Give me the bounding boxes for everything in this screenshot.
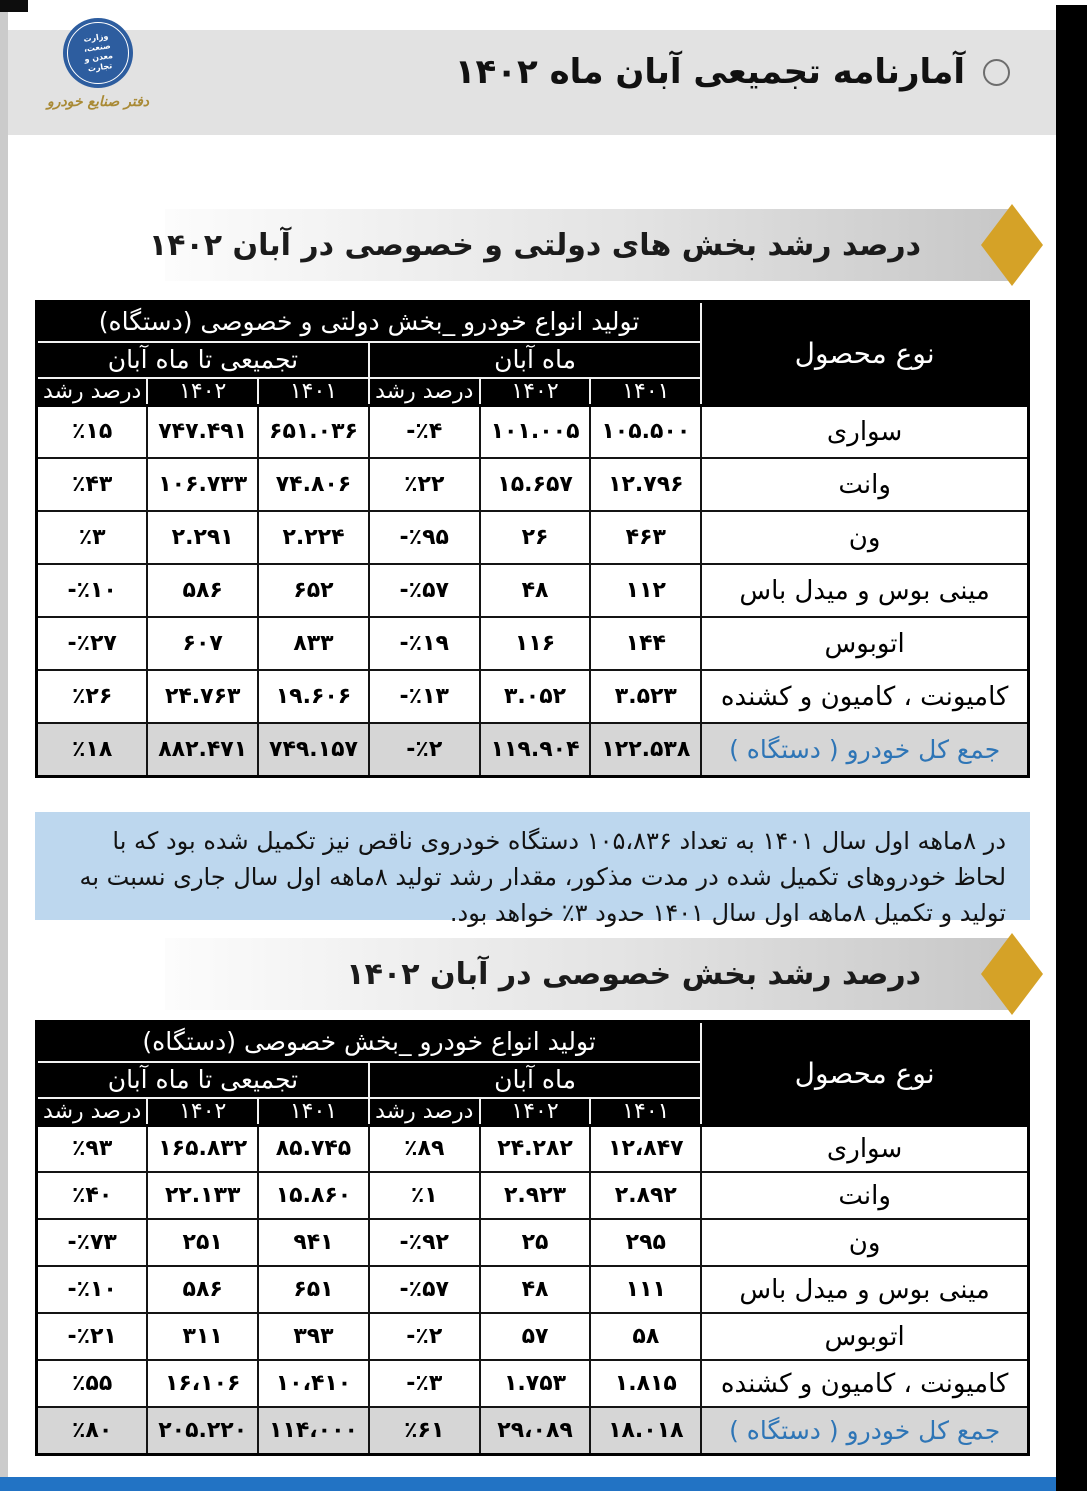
cell-cum-1402: ۱۶۵.۸۳۲ xyxy=(147,1125,258,1172)
table-total-row xyxy=(37,723,1029,776)
cell-cum-1401: ۷۴.۸۰۶ xyxy=(258,458,369,511)
cell-aban-1401: ۱۴۴ xyxy=(590,617,701,670)
cell-cum-1402: ۳۱۱ xyxy=(147,1313,258,1360)
ministry-logo-seal-icon xyxy=(63,18,133,88)
cell-cum-growth: -٪۱۰ xyxy=(37,1266,148,1313)
cell-cum-growth: ٪۳ xyxy=(37,511,148,564)
cell-aban-1401: ۳.۵۲۳ xyxy=(590,670,701,723)
cell-aban-growth: -٪۲ xyxy=(369,1313,480,1360)
table-total-row xyxy=(37,1407,1029,1454)
product-name-cell: اتوبوس xyxy=(701,1313,1028,1360)
cell-aban-1401: ۱۲،۸۴۷ xyxy=(590,1125,701,1172)
cell-aban-1402: ۱۰۱.۰۰۵ xyxy=(480,405,591,458)
cell-aban-1402: ۲۴.۲۸۲ xyxy=(480,1125,591,1172)
column-header-growth: درصد رشد xyxy=(369,1098,480,1126)
cell-aban-1402: ۴۸ xyxy=(480,564,591,617)
cell-cum-1401: ۶۵۲ xyxy=(258,564,369,617)
table-title: تولید انواع خودرو _بخش دولتی و خصوصی (دستگاه) xyxy=(37,302,702,342)
cell-cum-growth: ٪۱۵ xyxy=(37,405,148,458)
column-header-product: نوع محصول xyxy=(701,1022,1028,1126)
cell-cum-1401: ۲.۲۲۴ xyxy=(258,511,369,564)
column-header-1401: ۱۴۰۱ xyxy=(258,1098,369,1126)
group-header-cumulative: تجمیعی تا ماه آبان xyxy=(37,1062,369,1098)
cell-aban-growth: ٪۲۲ xyxy=(369,458,480,511)
cell-aban-1401: ۲.۸۹۲ xyxy=(590,1172,701,1219)
cell-aban-growth: -٪۹۲ xyxy=(369,1219,480,1266)
column-header-1402: ۱۴۰۲ xyxy=(147,378,258,406)
product-name-cell: ون xyxy=(701,511,1028,564)
table-row xyxy=(37,511,1029,564)
production-table-public-private xyxy=(35,300,1030,778)
cell-aban-1401: ۱۲.۷۹۶ xyxy=(590,458,701,511)
product-name-cell: وانت xyxy=(701,458,1028,511)
title-row xyxy=(455,52,1010,92)
cell-aban-1401: ۴۶۳ xyxy=(590,511,701,564)
cell-cum-1401: ۱۵.۸۶۰ xyxy=(258,1172,369,1219)
column-header-growth: درصد رشد xyxy=(37,378,148,406)
cell-cum-1402: ۱۶،۱۰۶ xyxy=(147,1360,258,1407)
cell-aban-growth: ٪۶۱ xyxy=(369,1407,480,1454)
cell-aban-growth: ٪۱ xyxy=(369,1172,480,1219)
table-row xyxy=(37,564,1029,617)
cell-cum-growth: ٪۵۵ xyxy=(37,1360,148,1407)
cell-cum-1401: ۷۴۹.۱۵۷ xyxy=(258,723,369,776)
column-header-1402: ۱۴۰۲ xyxy=(147,1098,258,1126)
cell-aban-growth: ٪۸۹ xyxy=(369,1125,480,1172)
cell-aban-1401: ۲۹۵ xyxy=(590,1219,701,1266)
cell-aban-1402: ۱۵.۶۵۷ xyxy=(480,458,591,511)
page-edge-left xyxy=(0,10,8,1491)
cell-aban-1402: ۱.۷۵۳ xyxy=(480,1360,591,1407)
cell-cum-growth: ٪۸۰ xyxy=(37,1407,148,1454)
cell-aban-growth: -٪۳ xyxy=(369,1360,480,1407)
table-row xyxy=(37,1125,1029,1172)
column-header-1401: ۱۴۰۱ xyxy=(590,378,701,406)
cell-aban-growth: -٪۲ xyxy=(369,723,480,776)
page-edge-right xyxy=(1056,5,1087,1491)
cell-aban-1401: ۱۰۵.۵۰۰ xyxy=(590,405,701,458)
product-name-cell: کامیونت ، کامیون و کشنده xyxy=(701,670,1028,723)
note-text: در ۸ماهه اول سال ۱۴۰۱ به تعداد ۱۰۵،۸۳۶ دستگاه خودروی ناقص نیز تکمیل شده بود که با لحاظ خودروهای تکمیل شده در مدت مذکور، مقدار رشد تولید ۸ماهه اول سال جاری نسبت به تولید و تکمیل ۸ماهه اول سال ۱۴۰۱ حدود ۳٪ خواهد بود. xyxy=(79,827,1006,927)
cell-aban-growth: -٪۵۷ xyxy=(369,1266,480,1313)
product-name-cell: وانت xyxy=(701,1172,1028,1219)
cell-cum-1402: ۲۲.۱۳۳ xyxy=(147,1172,258,1219)
table-row xyxy=(37,1266,1029,1313)
cell-aban-1401: ۱۱۱ xyxy=(590,1266,701,1313)
cell-cum-1401: ۱۰،۴۱۰ xyxy=(258,1360,369,1407)
cell-aban-growth: -٪۴ xyxy=(369,405,480,458)
cell-aban-1402: ۲۵ xyxy=(480,1219,591,1266)
cell-cum-1402: ۱۰۶.۷۳۳ xyxy=(147,458,258,511)
cell-aban-1402: ۲۶ xyxy=(480,511,591,564)
logo-caption: دفتر صنایع خودرو xyxy=(47,94,149,110)
cell-cum-growth: ٪۲۶ xyxy=(37,670,148,723)
cell-aban-growth: -٪۵۷ xyxy=(369,564,480,617)
circle-bullet-icon xyxy=(983,59,1010,86)
cell-cum-1401: ۱۱۴،۰۰۰ xyxy=(258,1407,369,1454)
column-header-growth: درصد رشد xyxy=(37,1098,148,1126)
cell-cum-growth: -٪۱۰ xyxy=(37,564,148,617)
cell-cum-1402: ۲.۲۹۱ xyxy=(147,511,258,564)
cell-aban-growth: -٪۱۹ xyxy=(369,617,480,670)
cell-cum-1402: ۲۴.۷۶۳ xyxy=(147,670,258,723)
cell-cum-1402: ۵۸۶ xyxy=(147,564,258,617)
cell-cum-growth: ٪۹۳ xyxy=(37,1125,148,1172)
cell-cum-1401: ۳۹۳ xyxy=(258,1313,369,1360)
cell-cum-growth: -٪۲۱ xyxy=(37,1313,148,1360)
cell-aban-1402: ۲۹،۰۸۹ xyxy=(480,1407,591,1454)
cell-cum-1401: ۸۵.۷۴۵ xyxy=(258,1125,369,1172)
cell-aban-1402: ۱۱۶ xyxy=(480,617,591,670)
cell-cum-1402: ۲۵۱ xyxy=(147,1219,258,1266)
column-header-1402: ۱۴۰۲ xyxy=(480,378,591,406)
column-header-1401: ۱۴۰۱ xyxy=(258,378,369,406)
table-row xyxy=(37,617,1029,670)
table-row xyxy=(37,405,1029,458)
cell-aban-1402: ۲.۹۲۳ xyxy=(480,1172,591,1219)
cell-cum-1402: ۶۰۷ xyxy=(147,617,258,670)
table-row xyxy=(37,1313,1029,1360)
table-title: تولید انواع خودرو _بخش خصوصی (دستگاه) xyxy=(37,1022,702,1062)
table-row xyxy=(37,458,1029,511)
bottom-accent-bar xyxy=(0,1477,1087,1491)
cell-aban-growth: -٪۹۵ xyxy=(369,511,480,564)
table-row xyxy=(37,1172,1029,1219)
cell-cum-growth: ٪۴۳ xyxy=(37,458,148,511)
product-name-cell: سواری xyxy=(701,405,1028,458)
product-name-cell: سواری xyxy=(701,1125,1028,1172)
page-edge-notch xyxy=(0,0,28,12)
table-row xyxy=(37,670,1029,723)
cell-aban-1402: ۴۸ xyxy=(480,1266,591,1313)
cell-cum-1401: ۶۵۱ xyxy=(258,1266,369,1313)
product-name-cell: اتوبوس xyxy=(701,617,1028,670)
page-title: آمارنامه تجمیعی آبان ماه ۱۴۰۲ xyxy=(454,52,965,92)
cell-aban-growth: -٪۱۳ xyxy=(369,670,480,723)
group-header-month: ماه آبان xyxy=(369,342,701,378)
group-header-month: ماه آبان xyxy=(369,1062,701,1098)
cell-cum-1402: ۸۸۲.۴۷۱ xyxy=(147,723,258,776)
total-label-cell: جمع کل خودرو ( دستگاه ) xyxy=(701,723,1028,776)
cell-cum-1402: ۷۴۷.۴۹۱ xyxy=(147,405,258,458)
section-1-title: درصد رشد بخش های دولتی و خصوصی در آبان ۱۴۰۲ xyxy=(148,227,921,263)
product-name-cell: مینی بوس و میدل باس xyxy=(701,564,1028,617)
column-header-1402: ۱۴۰۲ xyxy=(480,1098,591,1126)
cell-aban-1401: ۱۱۲ xyxy=(590,564,701,617)
table-row xyxy=(37,1360,1029,1407)
cell-cum-1401: ۸۳۳ xyxy=(258,617,369,670)
cell-aban-1402: ۵۷ xyxy=(480,1313,591,1360)
note-box xyxy=(35,812,1030,927)
cell-aban-1402: ۳.۰۵۲ xyxy=(480,670,591,723)
section-2-title: درصد رشد بخش خصوصی در آبان ۱۴۰۲ xyxy=(346,956,921,992)
cell-aban-1401: ۱۸.۰۱۸ xyxy=(590,1407,701,1454)
cell-cum-growth: -٪۲۷ xyxy=(37,617,148,670)
section-2-title-band xyxy=(165,938,1013,1010)
cell-cum-growth: -٪۷۳ xyxy=(37,1219,148,1266)
cell-aban-1401: ۱۲۲.۵۳۸ xyxy=(590,723,701,776)
column-header-growth: درصد رشد xyxy=(369,378,480,406)
cell-cum-1402: ۲۰۵.۲۲۰ xyxy=(147,1407,258,1454)
ministry-logo-text: وزارت صنعت، معدن و تجارت xyxy=(82,31,114,74)
total-label-cell: جمع کل خودرو ( دستگاه ) xyxy=(701,1407,1028,1454)
cell-aban-1401: ۵۸ xyxy=(590,1313,701,1360)
cell-cum-growth: ٪۴۰ xyxy=(37,1172,148,1219)
cell-aban-1402: ۱۱۹.۹۰۴ xyxy=(480,723,591,776)
table-row xyxy=(37,1219,1029,1266)
ministry-logo-icon xyxy=(38,18,158,110)
cell-cum-growth: ٪۱۸ xyxy=(37,723,148,776)
cell-aban-1401: ۱.۸۱۵ xyxy=(590,1360,701,1407)
cell-cum-1401: ۱۹.۶۰۶ xyxy=(258,670,369,723)
cell-cum-1401: ۹۴۱ xyxy=(258,1219,369,1266)
section-1-title-band xyxy=(148,209,1013,281)
cell-cum-1402: ۵۸۶ xyxy=(147,1266,258,1313)
product-name-cell: ون xyxy=(701,1219,1028,1266)
production-table-private xyxy=(35,1020,1030,1456)
cell-cum-1401: ۶۵۱.۰۳۶ xyxy=(258,405,369,458)
column-header-1401: ۱۴۰۱ xyxy=(590,1098,701,1126)
product-name-cell: مینی بوس و میدل باس xyxy=(701,1266,1028,1313)
product-name-cell: کامیونت ، کامیون و کشنده xyxy=(701,1360,1028,1407)
group-header-cumulative: تجمیعی تا ماه آبان xyxy=(37,342,369,378)
column-header-product: نوع محصول xyxy=(701,302,1028,406)
